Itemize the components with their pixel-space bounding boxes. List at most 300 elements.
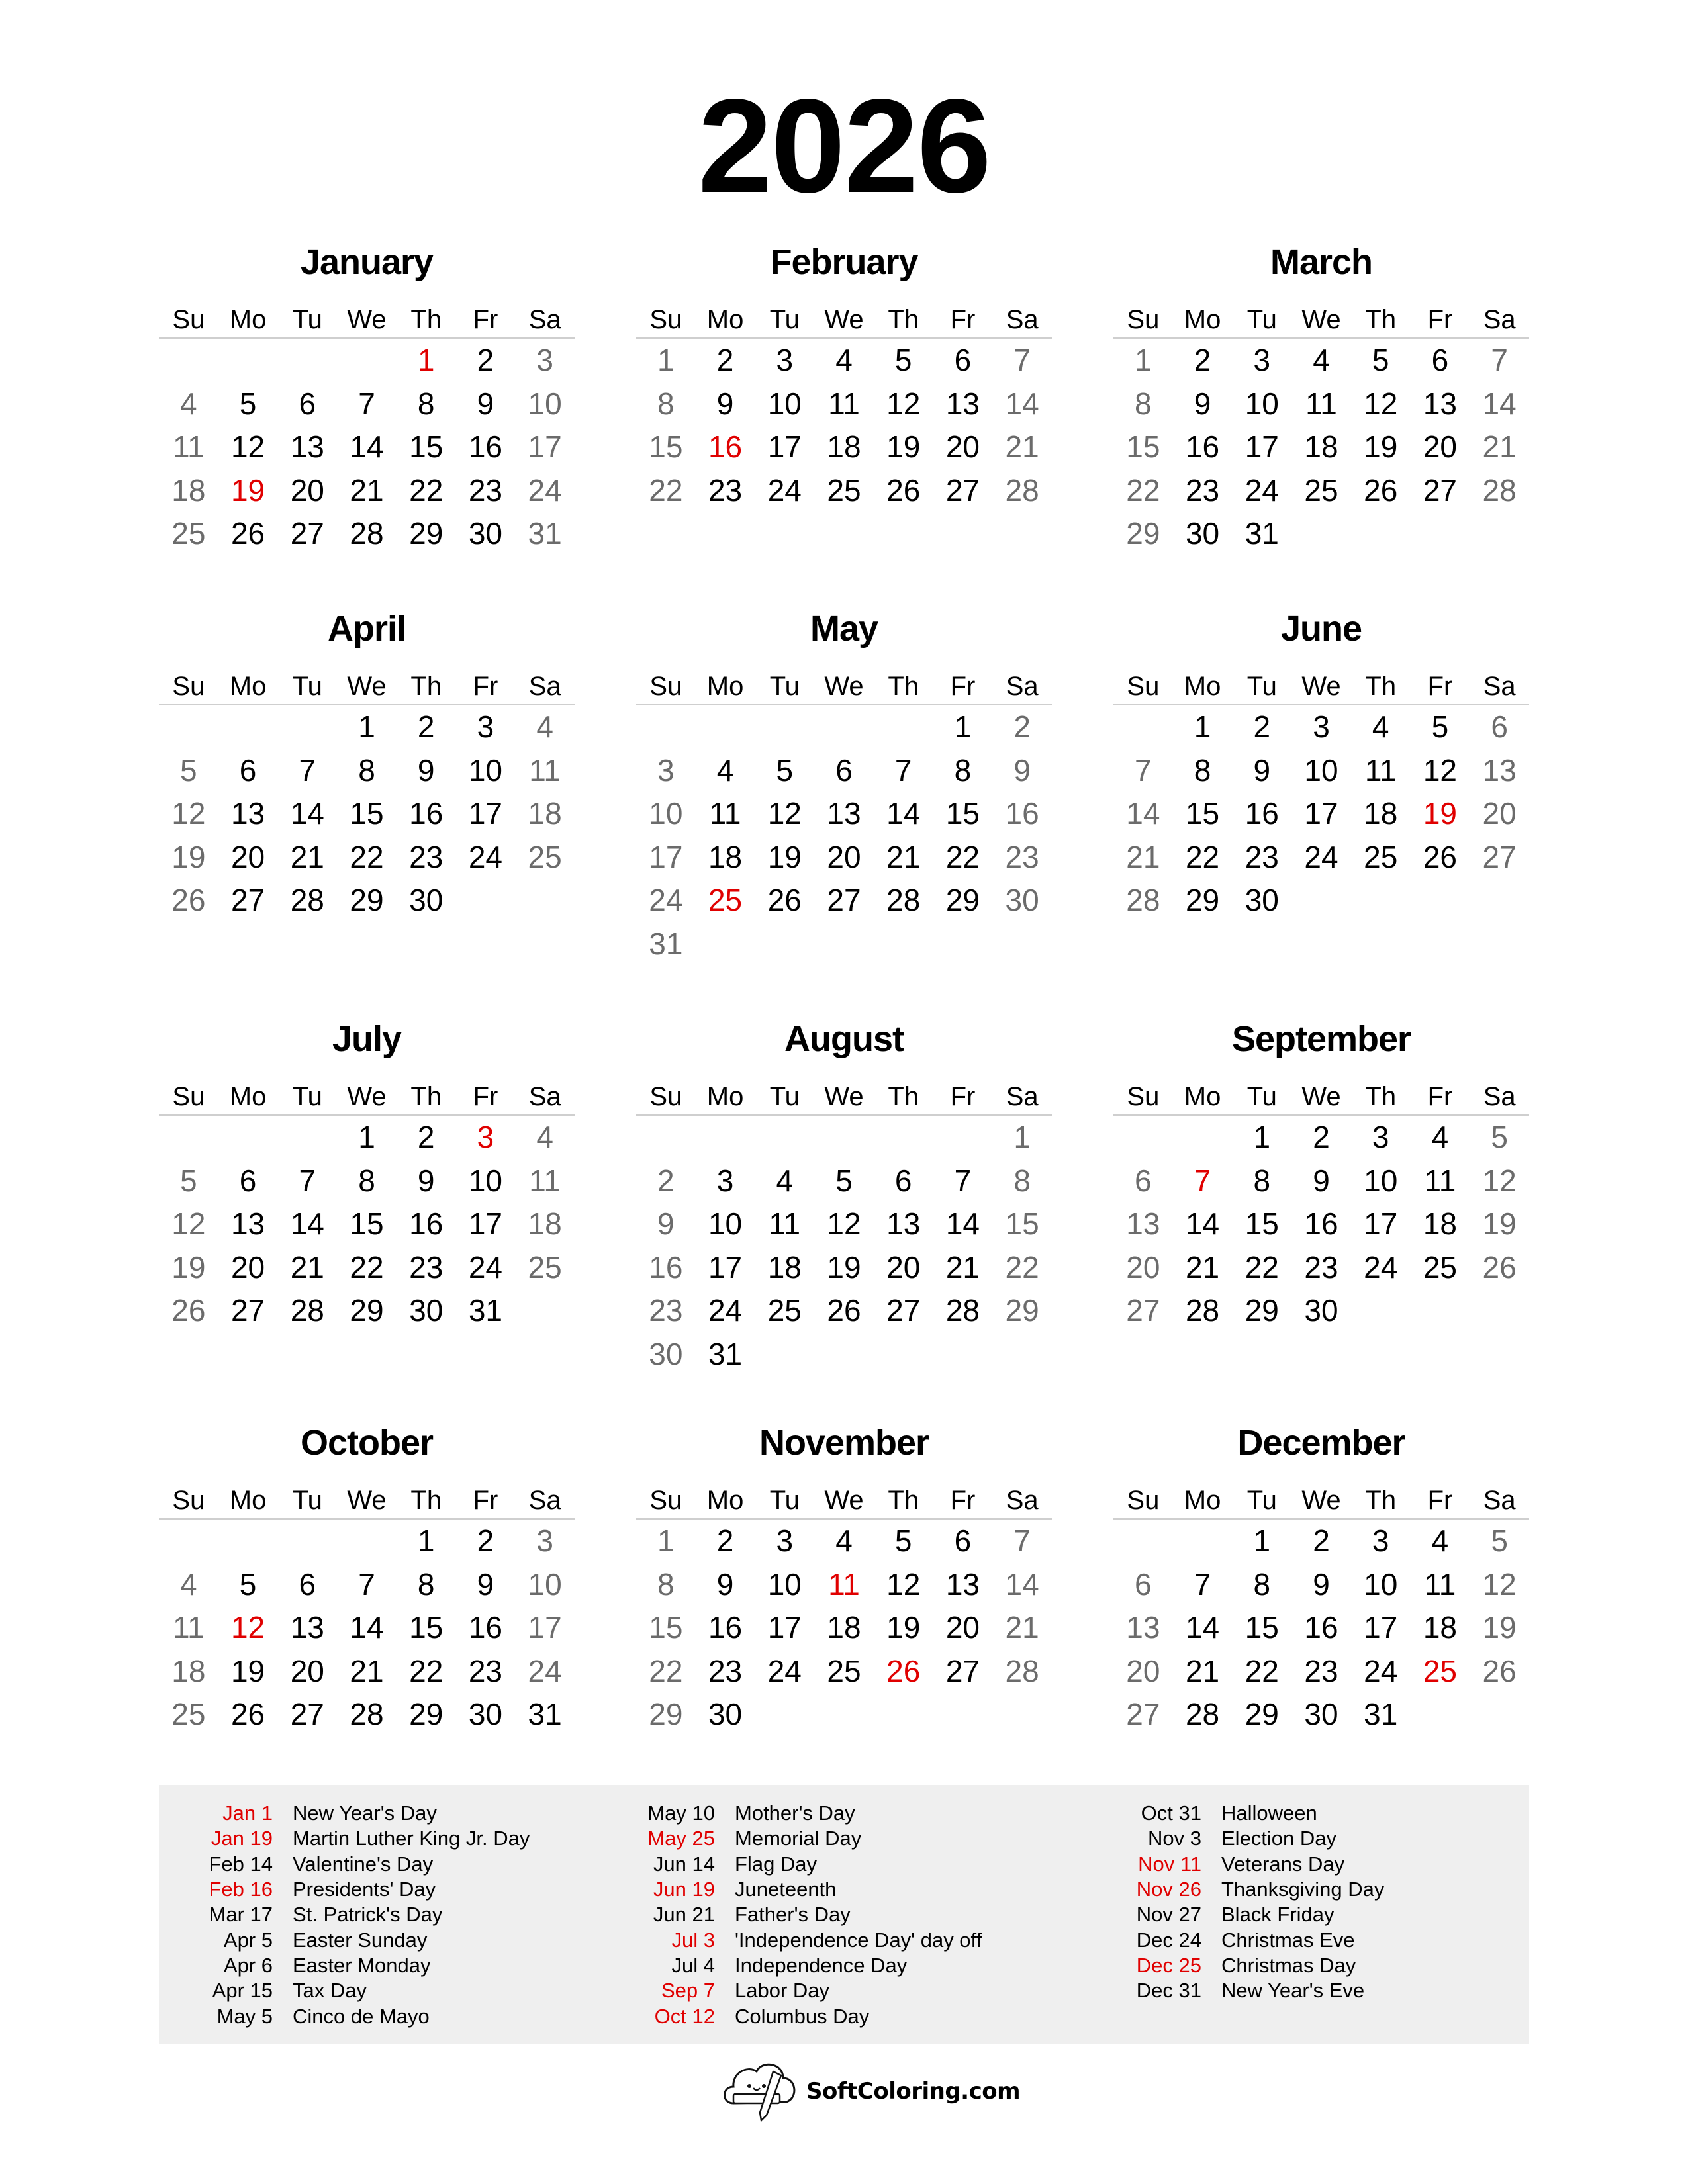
- day-cell: 8: [1253, 1163, 1271, 1198]
- day-cell: 20: [1126, 1250, 1160, 1285]
- holiday-day-cell: 19: [230, 473, 265, 508]
- holiday-name: Columbus Day: [735, 2004, 870, 2028]
- day-cell: 10: [468, 1163, 502, 1198]
- weekday-header-row: [1113, 1484, 1529, 1517]
- weekday-header: Th: [1365, 1082, 1397, 1111]
- weekday-header: Sa: [528, 672, 561, 701]
- holiday-entry: [622, 1877, 982, 1902]
- holiday-date: Jul 4: [671, 1953, 715, 1977]
- day-cell: 24: [468, 1250, 502, 1285]
- day-cell: 20: [230, 839, 265, 874]
- day-cell: 29: [1244, 1697, 1279, 1731]
- day-cell: 30: [1244, 883, 1279, 917]
- day-cell: 6: [835, 752, 853, 788]
- day-cell: 20: [1423, 430, 1457, 464]
- weekday-header: Tu: [1246, 1082, 1277, 1111]
- day-cell: 23: [1304, 1653, 1338, 1688]
- day-cell: 6: [299, 386, 316, 421]
- header-divider: [636, 704, 1052, 705]
- day-cell: 29: [409, 516, 444, 551]
- month-title: January: [300, 242, 434, 282]
- day-cell: 22: [1126, 473, 1160, 508]
- holiday-name: New Year's Day: [293, 1801, 437, 1825]
- day-cell: 8: [657, 1567, 675, 1602]
- day-cell: 19: [1482, 1610, 1517, 1645]
- day-cell: 24: [528, 1653, 562, 1688]
- weekday-header: Su: [1127, 1082, 1160, 1111]
- day-cell: 15: [1126, 430, 1160, 464]
- day-cell: 28: [350, 516, 384, 551]
- holiday-name: Memorial Day: [735, 1827, 862, 1850]
- day-cell: 14: [1005, 386, 1039, 421]
- day-cell: 8: [417, 386, 435, 421]
- weekday-header-row: [1113, 1080, 1529, 1113]
- day-cell: 21: [1005, 430, 1039, 464]
- day-cell: 31: [1364, 1697, 1398, 1731]
- day-cell: 4: [835, 343, 853, 377]
- holiday-entry: [1119, 1978, 1384, 2003]
- day-cell: 22: [649, 1653, 683, 1688]
- holiday-name: Tax Day: [293, 1979, 367, 2003]
- day-cell: 5: [835, 1163, 853, 1198]
- day-cell: 28: [1185, 1697, 1220, 1731]
- holiday-name: St. Patrick's Day: [293, 1903, 443, 1927]
- day-cell: 29: [350, 1293, 384, 1328]
- day-cell: 24: [767, 473, 802, 508]
- holiday-name: Easter Sunday: [293, 1928, 428, 1952]
- weekday-header: Mo: [229, 305, 267, 334]
- header-divider: [1113, 1114, 1529, 1116]
- day-cell: 18: [827, 430, 861, 464]
- day-cell: 6: [954, 343, 972, 377]
- day-grid: [636, 341, 1052, 515]
- day-grid: [159, 341, 575, 559]
- holiday-entry: [159, 2003, 530, 2028]
- day-cell: 22: [350, 839, 384, 874]
- day-cell: 31: [649, 926, 683, 961]
- holiday-date: May 10: [647, 1801, 715, 1825]
- weekday-header: Sa: [528, 305, 561, 334]
- day-cell: 31: [528, 516, 562, 551]
- holiday-date: Nov 27: [1136, 1903, 1201, 1927]
- day-cell: 6: [1135, 1567, 1152, 1602]
- day-cell: 11: [529, 1163, 561, 1198]
- day-cell: 13: [945, 386, 980, 421]
- day-cell: 5: [1491, 1524, 1508, 1558]
- holiday-name: Mother's Day: [735, 1801, 855, 1825]
- day-cell: 8: [1194, 752, 1211, 788]
- day-cell: 21: [945, 1250, 980, 1285]
- day-cell: 7: [894, 752, 912, 788]
- day-cell: 17: [1244, 430, 1279, 464]
- day-cell: 24: [528, 473, 562, 508]
- day-cell: 5: [1491, 1120, 1508, 1154]
- day-cell: 9: [1253, 752, 1271, 788]
- weekday-header-row: [159, 670, 575, 703]
- day-cell: 3: [1253, 343, 1271, 377]
- holiday-entry: [159, 1953, 530, 1978]
- day-cell: 5: [1372, 343, 1389, 377]
- day-cell: 10: [1244, 386, 1279, 421]
- holiday-name: Election Day: [1221, 1827, 1337, 1850]
- day-cell: 13: [1126, 1610, 1160, 1645]
- month-title: November: [759, 1423, 929, 1463]
- day-cell: 30: [409, 883, 444, 917]
- day-cell: 9: [657, 1206, 675, 1241]
- day-cell: 6: [1491, 709, 1508, 744]
- weekday-header: Th: [888, 672, 919, 701]
- day-cell: 4: [1431, 1524, 1449, 1558]
- month-title: October: [300, 1423, 434, 1463]
- day-cell: 28: [350, 1697, 384, 1731]
- day-cell: 4: [180, 1567, 197, 1602]
- day-cell: 9: [1313, 1567, 1330, 1602]
- day-cell: 4: [180, 386, 197, 421]
- day-cell: 31: [1244, 516, 1279, 551]
- holiday-date: Feb 16: [209, 1878, 273, 1901]
- weekday-header: Sa: [1483, 1082, 1516, 1111]
- weekday-header: Th: [1365, 305, 1397, 334]
- day-cell: 13: [1482, 752, 1517, 788]
- day-cell: 16: [468, 1610, 502, 1645]
- holiday-entry: [159, 1927, 530, 1952]
- day-cell: 1: [657, 1524, 675, 1558]
- holiday-date: Dec 25: [1136, 1953, 1201, 1977]
- weekday-header: Fr: [473, 305, 498, 334]
- day-cell: 30: [409, 1293, 444, 1328]
- day-cell: 2: [1194, 343, 1211, 377]
- day-cell: 24: [708, 1293, 743, 1328]
- day-cell: 28: [290, 883, 324, 917]
- day-cell: 16: [1005, 796, 1039, 831]
- day-cell: 28: [1005, 1653, 1039, 1688]
- day-cell: 23: [468, 1653, 502, 1688]
- day-cell: 1: [1013, 1120, 1031, 1154]
- day-cell: 5: [894, 1524, 912, 1558]
- day-grid: [159, 1118, 575, 1336]
- day-cell: 17: [468, 1206, 502, 1241]
- day-cell: 19: [767, 839, 802, 874]
- day-cell: 29: [1185, 883, 1220, 917]
- day-cell: 20: [290, 473, 324, 508]
- day-cell: 3: [1372, 1120, 1389, 1154]
- weekday-header: We: [347, 1082, 387, 1111]
- day-cell: 7: [954, 1163, 972, 1198]
- day-cell: 24: [1364, 1653, 1398, 1688]
- holiday-name: New Year's Eve: [1221, 1979, 1365, 2003]
- day-cell: 21: [1185, 1653, 1220, 1688]
- day-cell: 2: [477, 343, 494, 377]
- day-cell: 21: [290, 1250, 324, 1285]
- weekday-header: We: [824, 672, 864, 701]
- day-cell: 16: [1244, 796, 1279, 831]
- holiday-entry: [622, 1801, 982, 1826]
- holiday-name: Independence Day: [735, 1953, 908, 1977]
- day-cell: 29: [1244, 1293, 1279, 1328]
- weekday-header-row: [636, 1080, 1052, 1113]
- day-cell: 6: [1135, 1163, 1152, 1198]
- day-cell: 14: [290, 1206, 324, 1241]
- holiday-name: Thanksgiving Day: [1221, 1878, 1385, 1901]
- day-cell: 28: [1005, 473, 1039, 508]
- month-title: September: [1231, 1019, 1411, 1059]
- weekday-header: Tu: [769, 305, 800, 334]
- day-cell: 11: [1424, 1567, 1456, 1602]
- day-cell: 17: [767, 1610, 802, 1645]
- day-cell: 4: [536, 1120, 553, 1154]
- day-cell: 12: [230, 430, 265, 464]
- weekday-header: Sa: [1483, 1486, 1516, 1515]
- day-cell: 9: [716, 386, 734, 421]
- weekday-header: Su: [172, 672, 205, 701]
- day-cell: 1: [1135, 343, 1152, 377]
- day-cell: 11: [769, 1206, 801, 1241]
- day-cell: 22: [945, 839, 980, 874]
- day-cell: 27: [1126, 1293, 1160, 1328]
- weekday-header: Su: [172, 1082, 205, 1111]
- day-cell: 19: [886, 430, 921, 464]
- holiday-entry: [1119, 1852, 1384, 1877]
- day-cell: 27: [230, 1293, 265, 1328]
- weekday-header: Tu: [769, 1486, 800, 1515]
- day-cell: 6: [299, 1567, 316, 1602]
- day-cell: 9: [1013, 752, 1031, 788]
- day-grid: [159, 1522, 575, 1739]
- day-cell: 1: [1194, 709, 1211, 744]
- day-cell: 22: [649, 473, 683, 508]
- day-cell: 23: [708, 473, 743, 508]
- day-grid: [636, 1522, 1052, 1739]
- day-cell: 25: [171, 1697, 206, 1731]
- day-cell: 5: [1431, 709, 1449, 744]
- day-cell: 12: [1364, 386, 1398, 421]
- day-cell: 17: [708, 1250, 743, 1285]
- day-cell: 22: [350, 1250, 384, 1285]
- weekday-header: Sa: [528, 1082, 561, 1111]
- day-cell: 27: [1482, 839, 1517, 874]
- day-cell: 9: [1194, 386, 1211, 421]
- weekday-header: Mo: [1184, 305, 1221, 334]
- day-cell: 13: [230, 796, 265, 831]
- holiday-entry: [159, 1826, 530, 1851]
- holiday-day-cell: 25: [1423, 1653, 1457, 1688]
- holiday-column-1: [159, 1801, 530, 2029]
- day-cell: 9: [477, 386, 494, 421]
- day-cell: 28: [886, 883, 921, 917]
- day-cell: 19: [886, 1610, 921, 1645]
- holiday-date: Apr 15: [212, 1979, 273, 2003]
- day-cell: 21: [350, 473, 384, 508]
- day-cell: 3: [716, 1163, 734, 1198]
- weekday-header: Th: [1365, 1486, 1397, 1515]
- month-title: July: [332, 1019, 402, 1059]
- day-cell: 1: [1253, 1524, 1271, 1558]
- day-cell: 20: [827, 839, 861, 874]
- weekday-header: Su: [649, 1486, 682, 1515]
- header-divider: [159, 1518, 575, 1520]
- holiday-date: Apr 6: [223, 1953, 273, 1977]
- day-cell: 13: [1126, 1206, 1160, 1241]
- day-cell: 6: [239, 752, 257, 788]
- day-cell: 18: [708, 839, 743, 874]
- day-cell: 19: [171, 839, 206, 874]
- day-cell: 7: [1135, 752, 1152, 788]
- holiday-date: May 25: [647, 1827, 715, 1850]
- day-cell: 26: [767, 883, 802, 917]
- weekday-header: Mo: [229, 672, 267, 701]
- day-cell: 1: [657, 343, 675, 377]
- holiday-entry: [1119, 1801, 1384, 1826]
- softcoloring-logo[interactable]: [720, 2058, 1020, 2124]
- day-cell: 25: [1423, 1250, 1457, 1285]
- weekday-header: We: [1301, 672, 1341, 701]
- holiday-date: Mar 17: [209, 1903, 273, 1927]
- holiday-name: Flag Day: [735, 1852, 818, 1876]
- day-cell: 27: [290, 516, 324, 551]
- day-cell: 15: [649, 1610, 683, 1645]
- weekday-header: Fr: [1427, 672, 1453, 701]
- weekday-header: Tu: [292, 305, 322, 334]
- day-cell: 13: [1423, 386, 1457, 421]
- day-cell: 21: [1005, 1610, 1039, 1645]
- holiday-name: Veterans Day: [1221, 1852, 1345, 1876]
- day-cell: 22: [1185, 839, 1220, 874]
- header-divider: [159, 1114, 575, 1116]
- day-cell: 11: [828, 386, 860, 421]
- holiday-name: Easter Monday: [293, 1953, 431, 1977]
- weekday-header-row: [159, 1080, 575, 1113]
- day-cell: 13: [827, 796, 861, 831]
- holiday-name: Christmas Eve: [1221, 1928, 1355, 1952]
- weekday-header: Mo: [229, 1486, 267, 1515]
- day-cell: 10: [649, 796, 683, 831]
- day-cell: 10: [1364, 1163, 1398, 1198]
- day-cell: 14: [350, 1610, 384, 1645]
- holiday-entry: [159, 1877, 530, 1902]
- day-cell: 20: [945, 1610, 980, 1645]
- day-cell: 26: [1482, 1653, 1517, 1688]
- day-cell: 11: [709, 796, 741, 831]
- cloud-pencil-icon: [720, 2057, 800, 2126]
- weekday-header: Su: [172, 305, 205, 334]
- day-cell: 5: [894, 343, 912, 377]
- weekday-header: Th: [888, 1082, 919, 1111]
- day-cell: 16: [708, 1610, 743, 1645]
- holiday-list: [159, 1785, 1529, 2044]
- day-cell: 14: [1185, 1610, 1220, 1645]
- holiday-date: Nov 26: [1136, 1878, 1201, 1901]
- day-cell: 18: [1304, 430, 1338, 464]
- weekday-header: Th: [1365, 672, 1397, 701]
- holiday-date: Jan 1: [222, 1801, 273, 1825]
- weekday-header: Su: [649, 1082, 682, 1111]
- day-cell: 8: [358, 752, 375, 788]
- holiday-entry: [1119, 1953, 1384, 1978]
- day-cell: 10: [767, 386, 802, 421]
- day-cell: 12: [1423, 752, 1457, 788]
- weekday-header-row: [1113, 670, 1529, 703]
- day-cell: 14: [886, 796, 921, 831]
- day-cell: 29: [409, 1697, 444, 1731]
- day-cell: 15: [1005, 1206, 1039, 1241]
- day-cell: 2: [657, 1163, 675, 1198]
- day-cell: 27: [1126, 1697, 1160, 1731]
- day-cell: 15: [1244, 1610, 1279, 1645]
- holiday-date: Nov 3: [1148, 1827, 1201, 1850]
- day-grid: [636, 1118, 1052, 1379]
- weekday-header: We: [824, 1082, 864, 1111]
- month-title: February: [770, 242, 918, 282]
- year-title: 2026: [698, 71, 990, 220]
- weekday-header: Mo: [1184, 1082, 1221, 1111]
- day-cell: 19: [827, 1250, 861, 1285]
- weekday-header: We: [1301, 305, 1341, 334]
- day-cell: 23: [468, 473, 502, 508]
- day-cell: 3: [1313, 709, 1330, 744]
- holiday-day-cell: 26: [886, 1653, 921, 1688]
- holiday-day-cell: 7: [1194, 1163, 1211, 1198]
- day-cell: 25: [528, 839, 562, 874]
- day-cell: 31: [708, 1336, 743, 1371]
- day-cell: 13: [886, 1206, 921, 1241]
- day-cell: 2: [1313, 1120, 1330, 1154]
- day-grid: [1113, 341, 1529, 559]
- holiday-day-cell: 1: [417, 343, 435, 377]
- day-cell: 6: [239, 1163, 257, 1198]
- weekday-header: Su: [172, 1486, 205, 1515]
- day-cell: 16: [649, 1250, 683, 1285]
- weekday-header: We: [824, 1486, 864, 1515]
- day-cell: 16: [1304, 1206, 1338, 1241]
- weekday-header-row: [636, 303, 1052, 336]
- day-cell: 17: [1304, 796, 1338, 831]
- day-cell: 2: [716, 343, 734, 377]
- day-cell: 5: [239, 386, 257, 421]
- holiday-entry: [159, 1902, 530, 1927]
- day-cell: 18: [528, 1206, 562, 1241]
- day-cell: 14: [1482, 386, 1517, 421]
- day-cell: 11: [1364, 752, 1397, 788]
- day-cell: 30: [468, 516, 502, 551]
- day-cell: 7: [1013, 1524, 1031, 1558]
- day-cell: 24: [1244, 473, 1279, 508]
- month-title: May: [810, 609, 878, 649]
- weekday-header: Fr: [473, 1486, 498, 1515]
- month-title: December: [1237, 1423, 1405, 1463]
- weekday-header: Th: [888, 1486, 919, 1515]
- day-cell: 8: [358, 1163, 375, 1198]
- weekday-header: Mo: [1184, 1486, 1221, 1515]
- day-cell: 12: [886, 1567, 921, 1602]
- day-cell: 28: [290, 1293, 324, 1328]
- weekday-header: Su: [1127, 672, 1160, 701]
- day-cell: 11: [1424, 1163, 1456, 1198]
- day-cell: 4: [835, 1524, 853, 1558]
- day-cell: 23: [1304, 1250, 1338, 1285]
- day-cell: 20: [945, 430, 980, 464]
- day-cell: 7: [358, 1567, 375, 1602]
- month-title: June: [1280, 609, 1362, 649]
- day-cell: 21: [1185, 1250, 1220, 1285]
- day-cell: 12: [1482, 1163, 1517, 1198]
- day-cell: 23: [649, 1293, 683, 1328]
- weekday-header-row: [636, 1484, 1052, 1517]
- holiday-name: Black Friday: [1221, 1903, 1335, 1927]
- weekday-header-row: [159, 303, 575, 336]
- weekday-header: Fr: [950, 672, 976, 701]
- holiday-entry: [159, 1852, 530, 1877]
- day-cell: 5: [180, 1163, 197, 1198]
